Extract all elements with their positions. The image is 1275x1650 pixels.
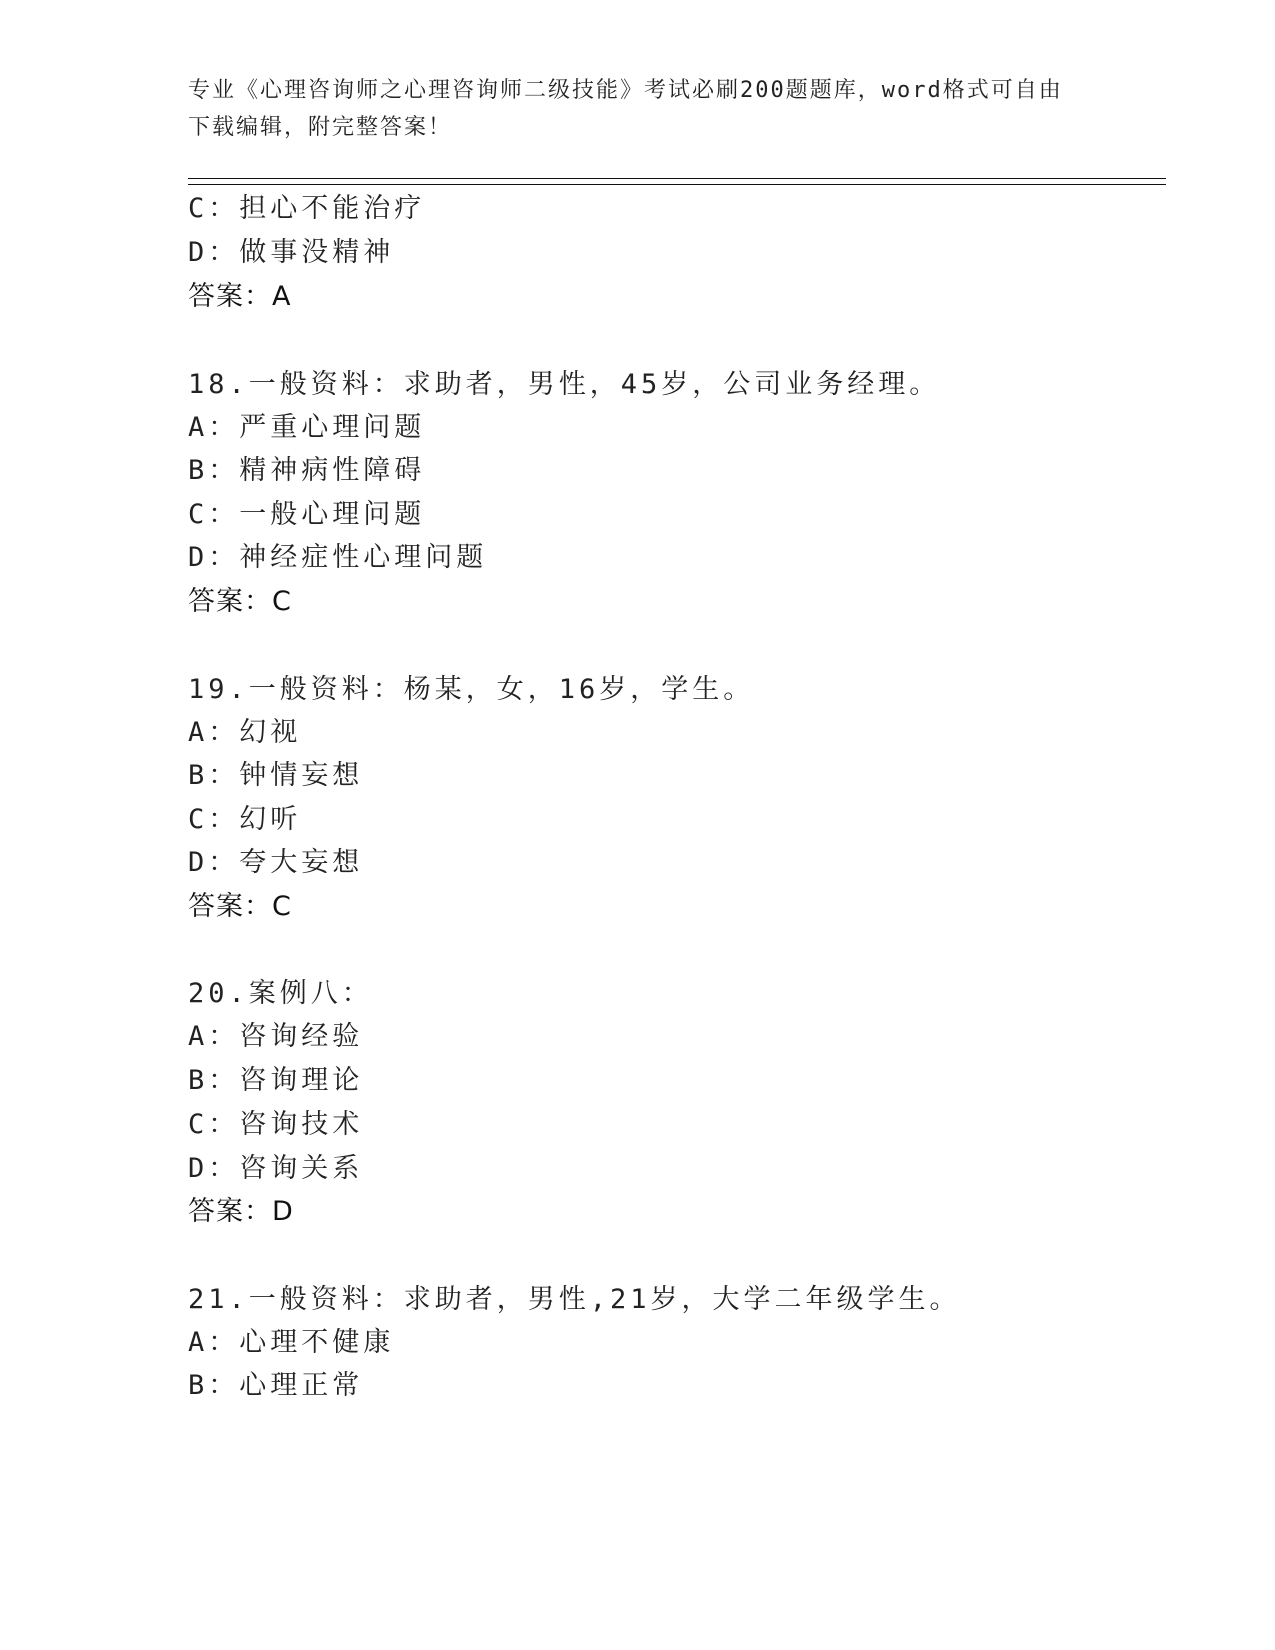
q18-answer: 答案：C [188,586,292,617]
q17-option-d: D：做事没精神 [188,237,395,268]
q19-option-c: C：幻听 [188,804,302,835]
q18-option-b: B：精神病性障碍 [188,455,426,486]
q20-option-a: A：咨询经验 [188,1021,364,1052]
q19-answer: 答案：C [188,891,292,922]
q20-answer: 答案：D [188,1196,294,1227]
q20-option-b: B：咨询理论 [188,1065,364,1096]
q18-option-a: A：严重心理问题 [188,412,426,443]
q19-option-a: A：幻视 [188,717,302,748]
q18-option-d: D：神经症性心理问题 [188,542,488,573]
q21-stem: 21.一般资料：求助者，男性,21岁，大学二年级学生。 [188,1284,961,1315]
q18-stem: 18.一般资料：求助者，男性，45岁，公司业务经理。 [188,369,941,400]
header-divider [188,178,1166,185]
q20-option-d: D：咨询关系 [188,1153,364,1184]
q19-stem: 19.一般资料：杨某，女，16岁，学生。 [188,674,755,705]
q19-option-d: D：夸大妄想 [188,847,364,878]
q19-option-b: B：钟情妄想 [188,760,364,791]
q20-option-c: C：咨询技术 [188,1109,364,1140]
q21-option-b: B：心理正常 [188,1370,364,1401]
q17-option-c: C：担心不能治疗 [188,193,426,224]
q18-option-c: C：一般心理问题 [188,499,426,530]
document-header: 专业《心理咨询师之心理咨询师二级技能》考试必刷200题题库，word格式可自由下载编辑，附完整答案！ [188,78,1063,140]
q20-stem: 20.案例八： [188,978,373,1009]
q21-option-a: A：心理不健康 [188,1327,395,1358]
q17-answer: 答案：A [188,281,292,312]
